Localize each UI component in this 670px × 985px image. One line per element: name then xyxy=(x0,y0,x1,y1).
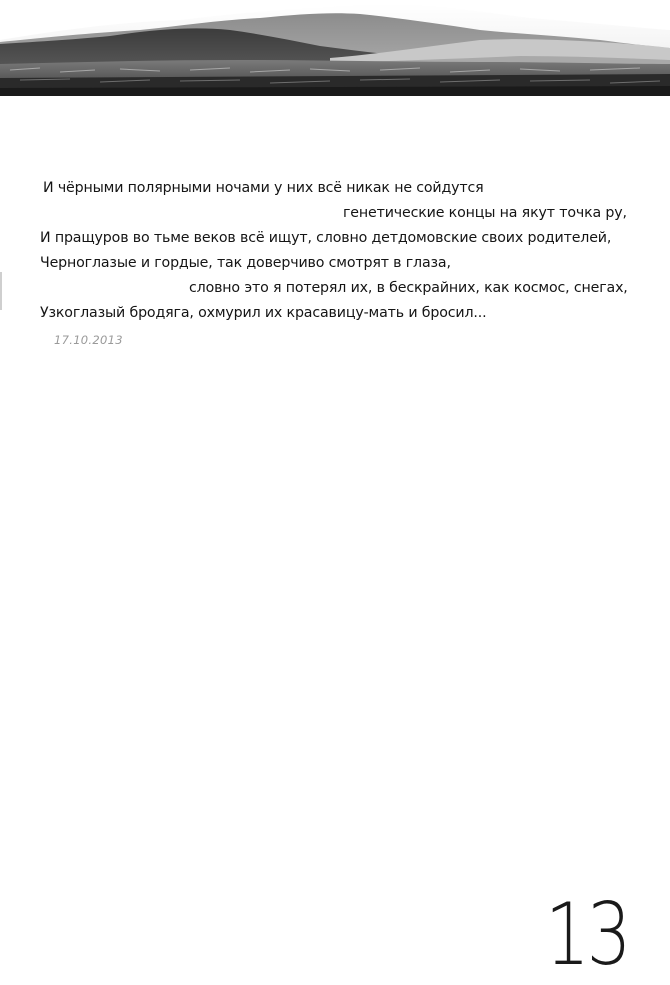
poem-line-5: словно это я потерял их, в бескрайних, как космос, снегах, xyxy=(189,280,628,296)
poem-date: 17.10.2013 xyxy=(54,333,123,347)
poem-line-2: генетические концы на якут точка ру, xyxy=(343,205,627,221)
poem-line-3: И пращуров во тьме веков всё ищут, словно детдомовские своих родителей, xyxy=(40,230,612,246)
page-edge-mark xyxy=(0,272,2,310)
header-landscape-image xyxy=(0,0,670,96)
mountain-landscape-illustration xyxy=(0,0,670,96)
poem-line-4: Черноглазые и гордые, так доверчиво смотрят в глаза, xyxy=(40,255,451,271)
poem-line-6: Узкоглазый бродяга, охмурил их красавицу-мать и бросил... xyxy=(40,305,487,321)
poem-line-1: И чёрными полярными ночами у них всё никак не сойдутся xyxy=(43,180,484,196)
page-number: 13 xyxy=(545,885,629,985)
